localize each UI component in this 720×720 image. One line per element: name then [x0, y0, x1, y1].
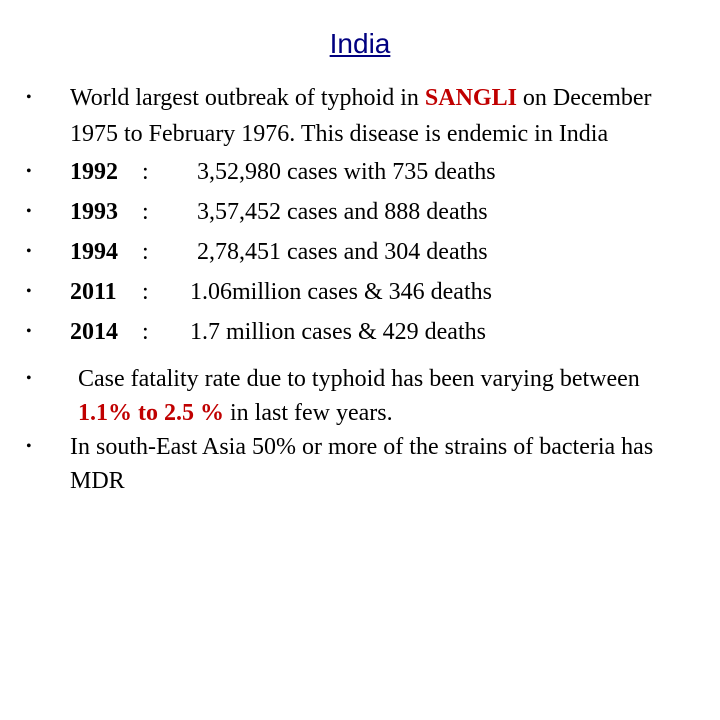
fatality-text-pre: Case fatality rate due to typhoid has been varying between	[78, 366, 640, 392]
stat-text: 3,52,980 cases with 735 deaths	[197, 159, 496, 185]
bullet-icon: •	[26, 283, 32, 300]
outbreak-text-pre: World largest outbreak of typhoid in	[70, 85, 425, 111]
bullet-list	[26, 80, 686, 498]
stat-row-2014	[26, 312, 686, 352]
stat-year: 2014	[70, 319, 118, 345]
bullet-item-fatality	[26, 362, 686, 430]
bullet-icon: •	[26, 203, 32, 220]
outbreak-highlight: SANGLI	[424, 85, 517, 111]
mdr-text: In south-East Asia 50% or more of the strains of bacteria has MDR	[70, 434, 654, 494]
bullet-item-mdr	[26, 430, 686, 498]
stat-text: 1.7 million cases & 429 deaths	[190, 319, 486, 345]
stat-row-1993	[26, 192, 686, 232]
stat-text: 1.06million cases & 346 deaths	[190, 279, 492, 305]
stat-separator: :	[142, 199, 149, 225]
stat-row-1992	[26, 152, 686, 192]
stat-separator: :	[142, 279, 149, 305]
slide-title: India	[329, 28, 391, 59]
bullet-icon: •	[26, 323, 32, 340]
stat-text: 2,78,451 cases and 304 deaths	[197, 239, 488, 265]
stat-separator: :	[142, 319, 149, 345]
outbreak-text-post: on December 1975 to February 1976. This disease is endemic in India	[70, 85, 652, 147]
stat-year: 1993	[70, 199, 118, 225]
bullet-icon: •	[26, 370, 32, 387]
stat-text: 3,57,452 cases and 888 deaths	[197, 199, 488, 225]
bullet-icon: •	[26, 243, 32, 260]
bullet-icon: •	[26, 89, 32, 106]
stat-separator: :	[142, 159, 149, 185]
stat-year: 1992	[70, 159, 118, 185]
stat-row-2011	[26, 272, 686, 312]
stat-year: 2011	[70, 279, 117, 305]
bullet-icon: •	[26, 438, 32, 455]
stat-row-1994	[26, 232, 686, 272]
bullet-item-outbreak	[26, 80, 686, 152]
stat-separator: :	[142, 239, 149, 265]
fatality-highlight: 1.1% to 2.5 %	[78, 400, 224, 426]
fatality-text-post: in last few years.	[224, 400, 393, 426]
bullet-icon: •	[26, 163, 32, 180]
stat-year: 1994	[70, 239, 118, 265]
